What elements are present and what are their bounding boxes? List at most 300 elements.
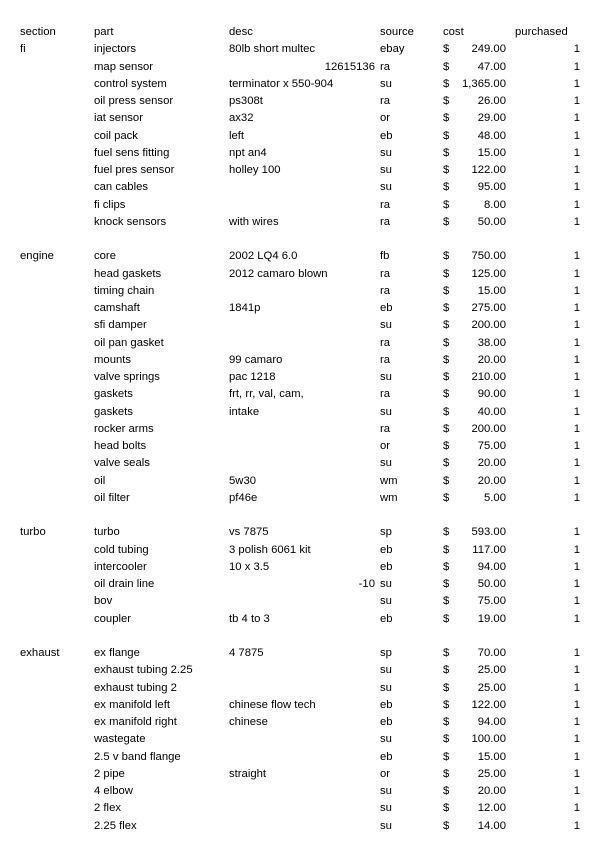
source-cell: eb [380, 302, 393, 314]
cost-cell: 75.00 [477, 595, 506, 608]
cost-cell: 8.00 [484, 198, 506, 211]
desc-cell: with wires [229, 215, 279, 228]
cost-cell: 94.00 [477, 560, 506, 573]
section-spacer [0, 628, 595, 645]
currency-cell: $ [443, 595, 450, 608]
purchased-cell: 1 [573, 716, 580, 728]
source-cell: su [380, 819, 392, 832]
purchased-cell: 1 [573, 595, 580, 608]
cost-cell: 20.00 [477, 457, 506, 470]
table-row [0, 576, 595, 593]
cost-cell: 25.00 [477, 681, 506, 694]
section-cell: turbo [20, 526, 46, 539]
desc-cell: chinese flow tech [229, 698, 316, 711]
purchased-cell: 1 [573, 664, 580, 677]
table-row [0, 697, 595, 714]
purchased-cell: 1 [573, 267, 580, 280]
part-cell: 4 elbow [94, 785, 133, 797]
table-row [0, 283, 595, 300]
source-cell: or [380, 767, 391, 780]
desc-cell: 1841p [229, 302, 261, 314]
purchased-cell: 1 [573, 733, 580, 746]
source-cell: eb [380, 716, 393, 728]
cost-cell: 5.00 [484, 491, 506, 504]
cost-cell: 200.00 [471, 422, 506, 435]
part-cell: exhaust tubing 2.25 [94, 664, 193, 677]
table-row [0, 645, 595, 662]
part-cell: can cables [94, 181, 149, 194]
table-row [0, 766, 595, 783]
currency-cell: $ [443, 819, 450, 832]
part-header: part [94, 26, 114, 38]
part-cell: valve seals [94, 457, 150, 470]
part-cell: sfi damper [94, 319, 147, 332]
desc-cell: vs 7875 [229, 526, 269, 539]
purchased-cell: 1 [573, 77, 580, 90]
part-cell: iat sensor [94, 112, 143, 125]
section-cell: exhaust [20, 647, 60, 659]
part-cell: core [94, 250, 116, 263]
cost-cell: 47.00 [477, 60, 506, 73]
source-cell: eb [380, 560, 393, 573]
part-cell: 2 pipe [94, 767, 125, 780]
table-row [0, 93, 595, 110]
source-cell: sp [380, 526, 392, 539]
table-row [0, 490, 595, 507]
purchased-cell: 1 [573, 319, 580, 332]
desc-cell: 99 camaro [229, 353, 283, 366]
source-cell: su [380, 146, 392, 159]
purchased-cell: 1 [573, 785, 580, 797]
currency-cell: $ [443, 440, 450, 452]
cost-cell: 15.00 [477, 750, 506, 763]
desc-cell: npt an4 [229, 146, 267, 159]
parts-sheet [0, 24, 595, 835]
part-cell: ex manifold left [94, 698, 170, 711]
cost-cell: 26.00 [477, 95, 506, 107]
part-cell: gaskets [94, 388, 133, 401]
desc-cell: terminator x 550-904 [229, 77, 334, 90]
desc-cell: straight [229, 767, 267, 780]
section-cell: engine [20, 250, 54, 263]
purchased-cell: 1 [573, 353, 580, 366]
purchased-cell: 1 [573, 543, 580, 556]
cost-cell: 200.00 [471, 319, 506, 332]
part-cell: ex manifold right [94, 716, 177, 728]
source-header: source [380, 26, 414, 38]
part-cell: knock sensors [94, 215, 167, 228]
part-cell: head bolts [94, 440, 147, 452]
currency-cell: $ [443, 198, 450, 211]
source-cell: or [380, 112, 391, 125]
table-row [0, 59, 595, 76]
part-cell: injectors [94, 43, 137, 56]
cost-cell: 20.00 [477, 785, 506, 797]
purchased-cell: 1 [573, 146, 580, 159]
currency-cell: $ [443, 112, 450, 125]
table-body [0, 41, 595, 835]
table-row [0, 611, 595, 628]
cost-cell: 95.00 [477, 181, 506, 194]
table-row [0, 248, 595, 265]
desc-cell: pf46e [229, 491, 258, 504]
source-cell: su [380, 785, 392, 797]
purchased-cell: 1 [573, 129, 580, 142]
cost-cell: 38.00 [477, 336, 506, 349]
part-cell: oil filter [94, 491, 130, 504]
desc-cell: left [229, 129, 245, 142]
desc-cell: 5w30 [229, 474, 257, 487]
source-cell: ra [380, 198, 391, 211]
source-cell: su [380, 405, 392, 418]
source-cell: ra [380, 422, 391, 435]
desc-header: desc [229, 26, 253, 38]
source-cell: eb [380, 612, 393, 625]
cost-cell: 25.00 [477, 767, 506, 780]
purchased-cell: 1 [573, 405, 580, 418]
purchased-cell: 1 [573, 215, 580, 228]
cost-cell: 20.00 [477, 353, 506, 366]
source-cell: su [380, 77, 392, 90]
table-row [0, 335, 595, 352]
purchased-cell: 1 [573, 164, 580, 176]
part-cell: oil press sensor [94, 95, 174, 107]
source-cell: su [380, 578, 392, 590]
cost-cell: 122.00 [471, 164, 506, 176]
desc-cell: pac 1218 [229, 371, 276, 383]
purchased-cell: 1 [573, 819, 580, 832]
purchased-cell: 1 [573, 612, 580, 625]
cost-cell: 593.00 [471, 526, 506, 539]
part-cell: fuel sens fitting [94, 146, 170, 159]
table-row [0, 680, 595, 697]
source-cell: su [380, 595, 392, 608]
part-cell: mounts [94, 353, 132, 366]
purchased-cell: 1 [573, 371, 580, 383]
currency-cell: $ [443, 146, 450, 159]
part-cell: oil [94, 474, 106, 487]
purchased-cell: 1 [573, 60, 580, 73]
part-cell: gaskets [94, 405, 133, 418]
part-cell: map sensor [94, 60, 154, 73]
table-row [0, 783, 595, 800]
cost-cell: 122.00 [471, 698, 506, 711]
purchased-cell: 1 [573, 440, 580, 452]
currency-cell: $ [443, 767, 450, 780]
desc-cell: holley 100 [229, 164, 281, 176]
cost-cell: 117.00 [472, 543, 506, 556]
table-row [0, 438, 595, 455]
currency-cell: $ [443, 164, 450, 176]
currency-cell: $ [443, 802, 450, 815]
table-row [0, 197, 595, 214]
currency-cell: $ [443, 60, 450, 73]
desc-cell: 2012 camaro blown [229, 267, 328, 280]
cost-cell: 40.00 [477, 405, 506, 418]
currency-cell: $ [443, 578, 450, 590]
cost-header: cost [443, 26, 464, 38]
source-cell: ra [380, 336, 391, 349]
source-cell: ra [380, 215, 391, 228]
currency-cell: $ [443, 733, 450, 746]
part-cell: cold tubing [94, 543, 149, 556]
cost-cell: 100.00 [471, 733, 506, 746]
table-row [0, 214, 595, 231]
cost-cell: 48.00 [477, 129, 506, 142]
source-cell: ra [380, 60, 391, 73]
source-cell: sp [380, 647, 392, 659]
desc-cell: 10 x 3.5 [229, 560, 270, 573]
purchased-cell: 1 [573, 250, 580, 263]
currency-cell: $ [443, 129, 450, 142]
currency-cell: $ [443, 284, 450, 297]
currency-cell: $ [443, 388, 450, 401]
cost-cell: 275.00 [471, 302, 506, 314]
cost-cell: 90.00 [477, 388, 506, 401]
purchased-cell: 1 [573, 43, 580, 56]
currency-cell: $ [443, 302, 450, 314]
desc-cell: intake [229, 405, 260, 418]
cost-cell: 750.00 [471, 250, 506, 263]
source-cell: wm [380, 491, 398, 504]
section-spacer [0, 507, 595, 524]
desc-cell: 4 7875 [229, 647, 264, 659]
purchased-cell: 1 [573, 422, 580, 435]
source-cell: su [380, 319, 392, 332]
table-row [0, 404, 595, 421]
table-row [0, 162, 595, 179]
currency-cell: $ [443, 526, 450, 539]
table-row [0, 145, 595, 162]
currency-cell: $ [443, 612, 450, 625]
part-cell: rocker arms [94, 422, 154, 435]
currency-cell: $ [443, 336, 450, 349]
source-cell: fb [380, 250, 390, 263]
source-cell: ebay [380, 43, 405, 56]
currency-cell: $ [443, 215, 450, 228]
currency-cell: $ [443, 319, 450, 332]
cost-cell: 25.00 [477, 664, 506, 677]
part-cell: coupler [94, 612, 132, 625]
part-cell: head gaskets [94, 267, 162, 280]
table-row [0, 593, 595, 610]
cost-cell: 94.00 [477, 716, 506, 728]
part-cell: 2.5 v band flange [94, 750, 181, 763]
purchased-cell: 1 [573, 198, 580, 211]
currency-cell: $ [443, 43, 450, 56]
source-cell: ra [380, 267, 391, 280]
source-cell: ra [380, 353, 391, 366]
purchased-cell: 1 [573, 750, 580, 763]
source-cell: eb [380, 698, 393, 711]
cost-cell: 70.00 [477, 647, 506, 659]
part-cell: bov [94, 595, 113, 608]
table-row [0, 800, 595, 817]
purchased-cell: 1 [573, 767, 580, 780]
table-row [0, 300, 595, 317]
part-cell: wastegate [94, 733, 146, 746]
cost-cell: 15.00 [477, 284, 506, 297]
source-cell: eb [380, 129, 393, 142]
desc-cell: -10 [358, 578, 375, 590]
table-row [0, 41, 595, 58]
table-row [0, 352, 595, 369]
table-row [0, 559, 595, 576]
table-row [0, 317, 595, 334]
header-row [0, 24, 595, 41]
source-cell: or [380, 440, 391, 452]
section-header: section [20, 26, 56, 38]
part-cell: camshaft [94, 302, 140, 314]
currency-cell: $ [443, 371, 450, 383]
section-spacer [0, 231, 595, 248]
source-cell: su [380, 802, 392, 815]
section-cell: fi [20, 43, 26, 56]
purchased-cell: 1 [573, 388, 580, 401]
table-row [0, 818, 595, 835]
desc-cell: 12615136 [324, 60, 375, 73]
currency-cell: $ [443, 181, 450, 194]
source-cell: su [380, 457, 392, 470]
part-cell: timing chain [94, 284, 155, 297]
currency-cell: $ [443, 474, 450, 487]
purchased-cell: 1 [573, 284, 580, 297]
cost-cell: 75.00 [477, 440, 506, 452]
part-cell: intercooler [94, 560, 147, 573]
cost-cell: 1,365.00 [462, 77, 506, 90]
table-row [0, 386, 595, 403]
cost-cell: 50.00 [477, 215, 506, 228]
source-cell: wm [380, 474, 398, 487]
table-row [0, 76, 595, 93]
source-cell: ra [380, 388, 391, 401]
cost-cell: 20.00 [477, 474, 506, 487]
purchased-cell: 1 [573, 336, 580, 349]
purchased-cell: 1 [573, 112, 580, 125]
currency-cell: $ [443, 267, 450, 280]
currency-cell: $ [443, 422, 450, 435]
table-row [0, 110, 595, 127]
table-row [0, 749, 595, 766]
table-row [0, 421, 595, 438]
purchased-cell: 1 [573, 526, 580, 539]
purchased-cell: 1 [573, 181, 580, 194]
currency-cell: $ [443, 560, 450, 573]
currency-cell: $ [443, 716, 450, 728]
currency-cell: $ [443, 698, 450, 711]
cost-cell: 15.00 [477, 146, 506, 159]
part-cell: valve springs [94, 371, 160, 383]
cost-cell: 12.00 [477, 802, 506, 815]
currency-cell: $ [443, 785, 450, 797]
part-cell: fi clips [94, 198, 126, 211]
part-cell: control system [94, 77, 167, 90]
cost-cell: 29.00 [477, 112, 506, 125]
table-row [0, 714, 595, 731]
cost-cell: 19.00 [477, 612, 506, 625]
desc-cell: ps308t [229, 95, 263, 107]
purchased-cell: 1 [573, 474, 580, 487]
currency-cell: $ [443, 95, 450, 107]
source-cell: su [380, 371, 392, 383]
source-cell: su [380, 664, 392, 677]
desc-cell: frt, rr, val, cam, [229, 388, 304, 401]
part-cell: 2.25 flex [94, 819, 137, 832]
currency-cell: $ [443, 491, 450, 504]
purchased-cell: 1 [573, 95, 580, 107]
table-row [0, 473, 595, 490]
desc-cell: 2002 LQ4 6.0 [229, 250, 298, 263]
table-row [0, 542, 595, 559]
table-row [0, 524, 595, 541]
source-cell: eb [380, 750, 393, 763]
desc-cell: chinese [229, 716, 268, 728]
cost-cell: 125.00 [471, 267, 506, 280]
part-cell: oil pan gasket [94, 336, 164, 349]
part-cell: 2 flex [94, 802, 122, 815]
purchased-cell: 1 [573, 802, 580, 815]
source-cell: eb [380, 543, 393, 556]
part-cell: exhaust tubing 2 [94, 681, 177, 694]
cost-cell: 14.00 [477, 819, 506, 832]
part-cell: coil pack [94, 129, 138, 142]
source-cell: su [380, 681, 392, 694]
desc-cell: ax32 [229, 112, 254, 125]
source-cell: su [380, 733, 392, 746]
purchased-cell: 1 [573, 302, 580, 314]
table-row [0, 128, 595, 145]
currency-cell: $ [443, 457, 450, 470]
purchased-cell: 1 [573, 578, 580, 590]
part-cell: ex flange [94, 647, 140, 659]
desc-cell: 3 polish 6061 kit [229, 543, 311, 556]
purchased-cell: 1 [573, 457, 580, 470]
purchased-cell: 1 [573, 698, 580, 711]
currency-cell: $ [443, 250, 450, 263]
table-row [0, 455, 595, 472]
purchased-header: purchased [515, 26, 568, 38]
table-row [0, 266, 595, 283]
part-cell: turbo [94, 526, 120, 539]
currency-cell: $ [443, 750, 450, 763]
currency-cell: $ [443, 405, 450, 418]
source-cell: su [380, 164, 392, 176]
part-cell: fuel pres sensor [94, 164, 175, 176]
source-cell: ra [380, 284, 391, 297]
desc-cell: tb 4 to 3 [229, 612, 270, 625]
purchased-cell: 1 [573, 491, 580, 504]
purchased-cell: 1 [573, 560, 580, 573]
purchased-cell: 1 [573, 681, 580, 694]
cost-cell: 50.00 [477, 578, 506, 590]
table-row [0, 369, 595, 386]
cost-cell: 249.00 [471, 43, 506, 56]
currency-cell: $ [443, 681, 450, 694]
source-cell: su [380, 181, 392, 194]
source-cell: ra [380, 95, 391, 107]
currency-cell: $ [443, 353, 450, 366]
purchased-cell: 1 [573, 647, 580, 659]
cost-cell: 210.00 [471, 371, 506, 383]
currency-cell: $ [443, 664, 450, 677]
part-cell: oil drain line [94, 578, 155, 590]
table-row [0, 662, 595, 679]
table-row [0, 179, 595, 196]
currency-cell: $ [443, 77, 450, 90]
table-row [0, 731, 595, 748]
currency-cell: $ [443, 543, 450, 556]
desc-cell: 80lb short multec [229, 43, 316, 56]
